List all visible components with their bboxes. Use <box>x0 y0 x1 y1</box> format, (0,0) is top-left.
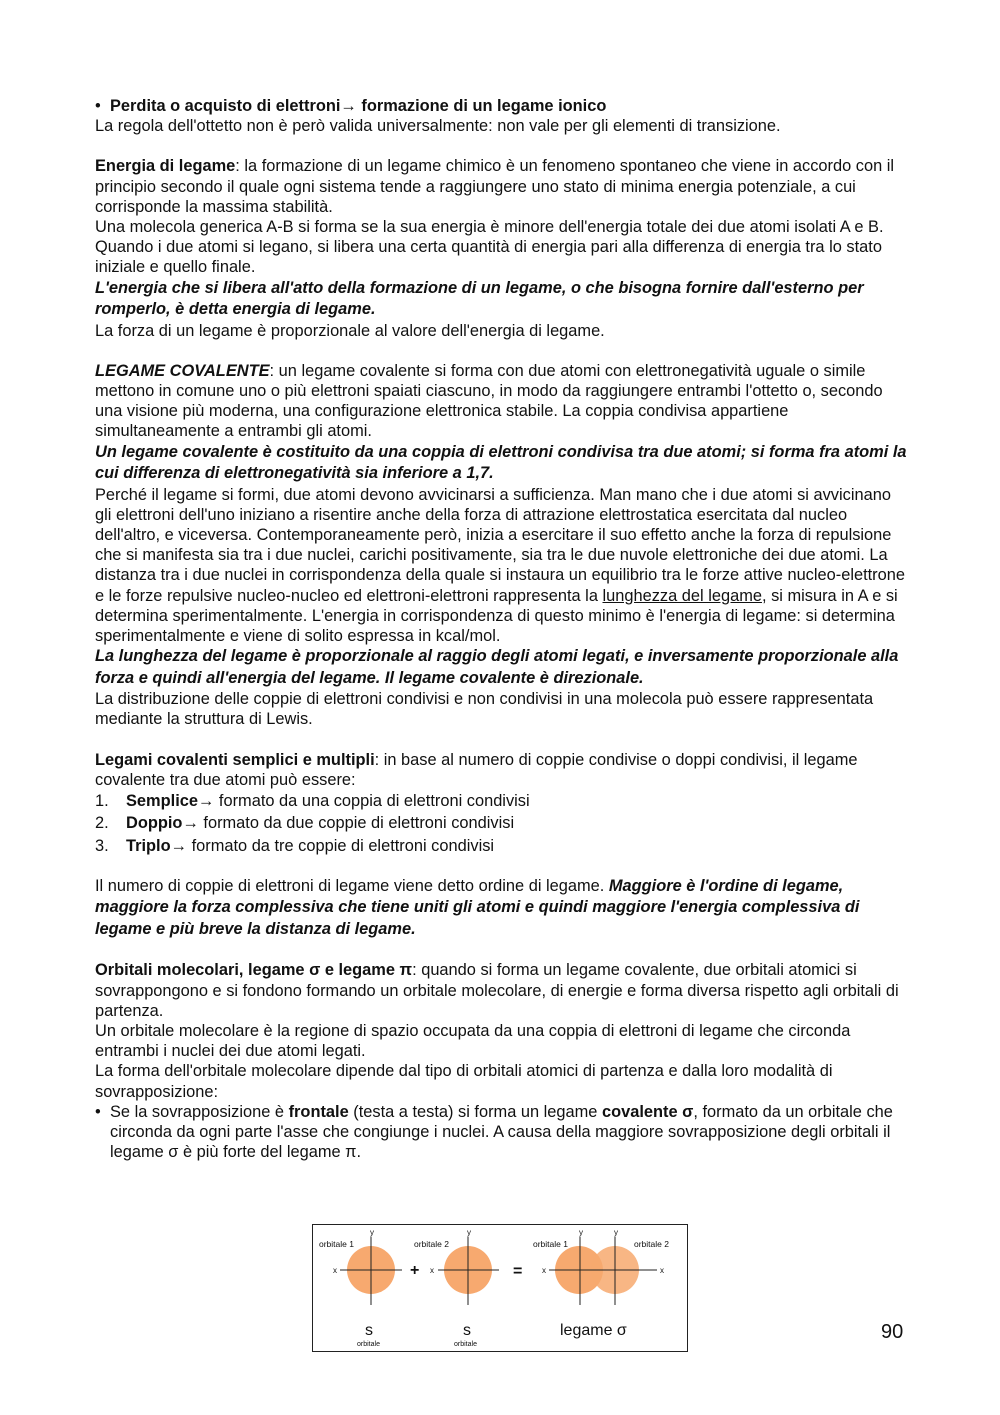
bond-length-term: lunghezza del legame <box>602 586 762 605</box>
axis-x-label: x <box>660 1266 664 1275</box>
lewis-paragraph: La distribuzione delle coppie di elettroni condivisi e non condivisi in una molecola può essere rappresentata mediante la struttura di Lewis. <box>95 690 874 729</box>
bullet-ionic <box>95 96 907 116</box>
bond-types-list <box>95 790 907 857</box>
covalent-paragraph <box>95 361 907 442</box>
energy-paragraph <box>95 156 907 217</box>
covalent-definition: Un legame covalente è costituito da una coppia di elettroni condivisa tra due atomi; si forma fra atomi la cui differenza di elettronegatività sia inferiore a 1,7. <box>95 442 907 483</box>
covalent-text: : un legame covalente si forma con due atomi con elettronegatività uguale o simile mettono in comune uno o più elettroni spaiati ciascuno, in modo da raggiungere entrambi l'ottetto o, secondo una visione più moderna, una configurazione elettronica stabile. La coppia condivisa appartiene simultaneamente a entrambi gli atomi. <box>95 361 883 441</box>
s-sub-label: orbitale <box>454 1341 477 1348</box>
orbitals-text: : quando si forma un legame covalente, due orbitali atomici si sovrappongono e si fondono formando un orbitale molecolare, di energie e forma diversa rispetto agli orbitali di partenza. <box>95 961 899 1020</box>
covalent-text-2b: , si misura in A e si determina sperimentalmente. L'energia in corrispondenza di questo minimo è l'energia di legame: si determina sperimentalmente e viene di solito espressa in kcal/mol. <box>95 586 898 646</box>
axis-y-label: y <box>614 1228 618 1237</box>
orbitals-paragraph <box>95 960 907 1021</box>
sigma-text-c: (testa a testa) si forma un legame <box>348 1102 602 1121</box>
multiple-bonds-intro: : in base al numero di coppie condivise o doppi condivisi, il legame covalente tra due atomi può essere: <box>95 750 858 789</box>
list-item <box>95 790 907 812</box>
bullet-sigma <box>95 1102 907 1163</box>
orbitals-paragraph-3: La forma dell'orbitale molecolare dipende dal tipo di orbitali atomici di partenza e dalla loro modalità di sovrapposizione: <box>95 1062 833 1101</box>
page-number: 90 <box>881 1321 904 1343</box>
list-term: Doppio <box>126 814 183 833</box>
axis-x-label: x <box>542 1266 546 1275</box>
covalent-paragraph-2 <box>95 485 907 647</box>
bullet-marker: • <box>95 97 101 115</box>
list-text: → formato da una coppia di elettroni condivisi <box>197 792 530 811</box>
axis-x-label: x <box>333 1266 337 1275</box>
multiple-bonds-term: Legami covalenti semplici e multipli <box>95 750 375 769</box>
equals-sign: = <box>513 1263 523 1280</box>
energy-text: : la formazione di un legame chimico è un fenomeno spontaneo che viene in accordo con il principio secondo il quale ogni sistema tende a raggiungere uno stato di minima energia potenziale, a cui corrisponde la massima stabilità. <box>95 157 895 216</box>
bullet-ionic-text: Perdita o acquisto di elettroni→ formazione di un legame ionico <box>110 97 607 115</box>
s-sub-label: orbitale <box>357 1341 380 1348</box>
sigma-bond-diagram <box>313 1225 687 1351</box>
list-number: 3. <box>95 836 109 855</box>
bond-order-text: Il numero di coppie di elettroni di legame viene detto ordine di legame. <box>95 876 609 895</box>
multiple-bonds-paragraph <box>95 750 907 790</box>
sigma-text-e: , formato da un orbitale che circonda da ogni parte l'asse che congiunge i nuclei. A causa della maggiore sovrapposizione degli orbitali il legame σ è più forte del legame π. <box>110 1102 893 1162</box>
covalent-text-2a: Perché il legame si formi, due atomi devono avvicinarsi a sufficienza. Man mano che i due atomi si avvicinano gli elettroni dell'uno iniziano a risentire anche della forza di attrazione elettrostatica esercitata dal nucleo dell'altro, e viceversa. Contemporaneamente però, inizia a esercitare il suo effetto anche la forza di repulsione che si manifesta sia tra i due nuclei, carichi positivamente, sia tra le due nuvole elettroniche dei due atomi. La distanza tra i due nuclei in corrispondenza della quale si instaura un equilibrio tra le forze attive nucleo-elettrone e le forze repulsive nucleo-nucleo ed elettroni-elettroni rappresenta la <box>95 485 905 605</box>
list-item <box>95 835 907 857</box>
list-term: Semplice <box>126 792 198 811</box>
sigma-bond-figure <box>312 1224 688 1352</box>
sigma-bond-label: legame σ <box>560 1322 627 1339</box>
energy-term: Energia di legame <box>95 157 236 176</box>
octet-note: La regola dell'ottetto non è però valida universalmente: non vale per gli elementi di transizione. <box>95 117 781 136</box>
result-orbital-1-label: orbitale 1 <box>533 1239 568 1249</box>
list-text: → formato da tre coppie di elettroni condivisi <box>170 836 495 855</box>
s-label: s <box>463 1322 471 1339</box>
list-number: 1. <box>95 792 109 811</box>
orbital-2-label: orbitale 2 <box>414 1239 449 1249</box>
covalent-term: LEGAME COVALENTE <box>95 361 270 380</box>
sigma-bond-term: covalente σ <box>601 1102 694 1121</box>
orbitals-term: Orbitali molecolari, legame σ e legame π <box>95 961 413 980</box>
energy-paragraph-3: La forza di un legame è proporzionale al valore dell'energia di legame. <box>95 321 605 340</box>
plus-sign: + <box>410 1262 420 1279</box>
energy-paragraph-2: Una molecola generica A-B si forma se la sua energia è minore dell'energia totale dei due atomi isolati A e B. Quando i due atomi si legano, si libera una certa quantità di energia pari alla differenza di energia tra lo stato iniziale e quello finale. <box>95 218 884 277</box>
frontal-term: frontale <box>288 1102 349 1121</box>
sigma-text-a: Se la sovrapposizione è <box>110 1102 289 1121</box>
axis-y-label: y <box>370 1228 374 1237</box>
list-term: Triplo <box>126 836 171 855</box>
list-text: → formato da due coppie di elettroni condivisi <box>182 814 515 833</box>
bond-order-paragraph <box>95 876 907 941</box>
orbital-1-label: orbitale 1 <box>319 1239 354 1249</box>
document-body <box>95 96 907 1163</box>
axis-y-label: y <box>467 1228 471 1237</box>
s-label: s <box>365 1322 373 1339</box>
axis-x-label: x <box>430 1266 434 1275</box>
list-number: 2. <box>95 814 109 833</box>
bond-order-emphasis: Maggiore è l'ordine di legame, maggiore la forza complessiva che tiene uniti gli atomi e quindi maggiore l'energia complessiva di legame e più breve la distanza di legame. <box>95 876 860 938</box>
list-item <box>95 812 907 834</box>
result-orbital-2-label: orbitale 2 <box>634 1239 669 1249</box>
orbitals-paragraph-2: Un orbitale molecolare è la regione di spazio occupata da una coppia di elettroni di legame che circonda entrambi i nuclei dei due atomi legati. <box>95 1022 851 1061</box>
energy-definition: L'energia che si libera all'atto della formazione di un legame, o che bisogna fornire dall'esterno per romperlo, è detta energia di legame. <box>95 278 864 319</box>
bond-length-definition: La lunghezza del legame è proporzionale al raggio degli atomi legati, e inversamente proporzionale alla forza e quindi all'energia del legame. Il legame covalente è direzionale. <box>95 647 899 687</box>
bullet-marker: • <box>95 1102 101 1121</box>
axis-y-label: y <box>579 1228 583 1237</box>
